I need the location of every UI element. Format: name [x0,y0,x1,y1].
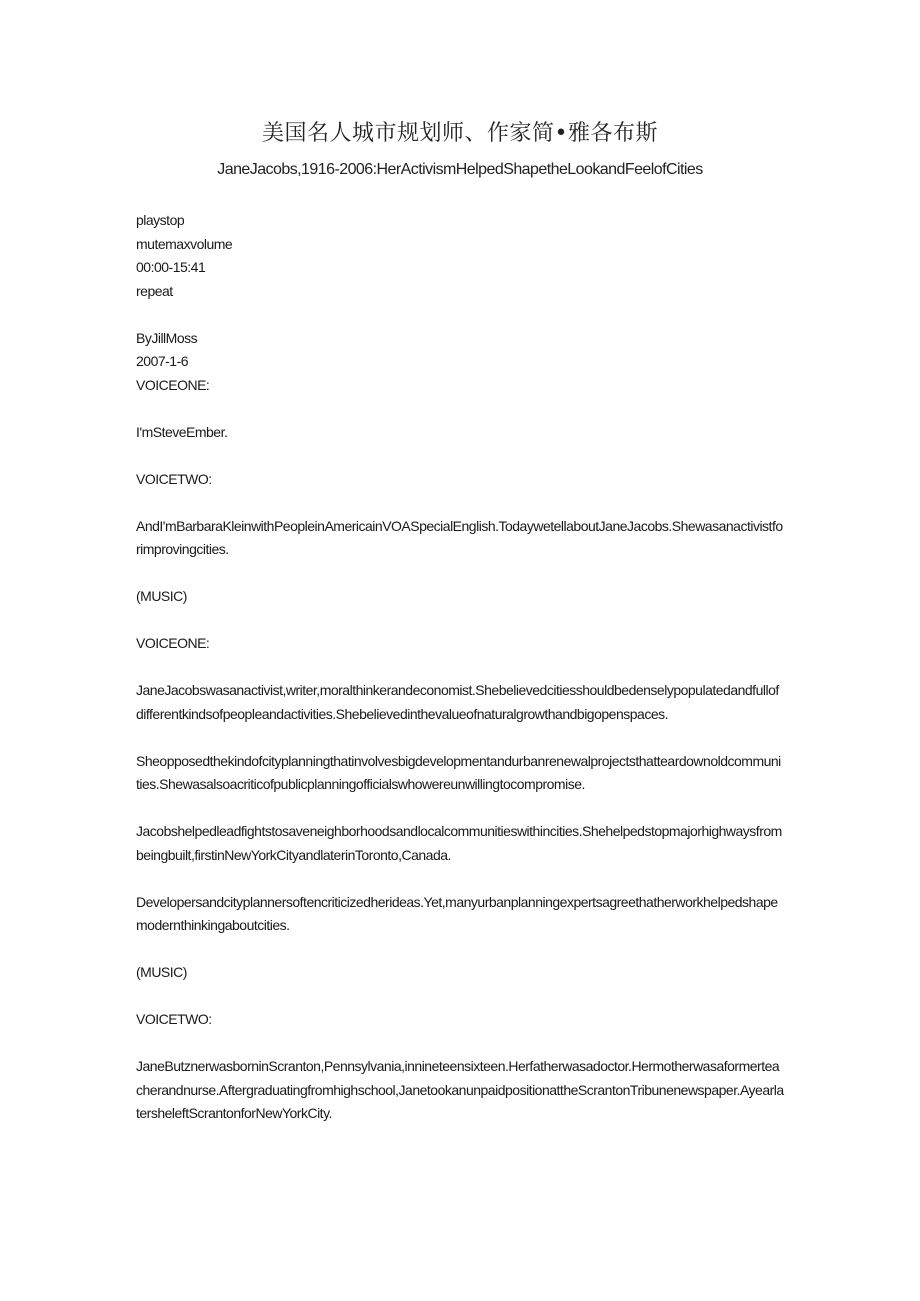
paragraph: Sheopposedthekindofcityplanningthatinvolvesbigdevelopmentandurbanrenewalprojectsthatteardownoldcommunities.Shewasalsoacriticofpublicplanningofficialswhowereunwillingtocompromise. [136,752,781,792]
paragraph: VOICEONE: [136,635,210,651]
document-subtitle: JaneJacobs,1916-2006:HerActivismHelpedShapetheLookandFeelofCities [217,161,703,178]
paragraph: (MUSIC) [136,964,187,980]
document-body [136,209,784,1126]
spacer [136,985,784,1009]
paragraph: JaneButznerwasborninScranton,Pennsylvania,innineteensixteen.Herfatherwasadoctor.Hermotherwasaformerteacherandnurse.Aftergraduatingfromhighschool,JanetookanunpaidpositionattheScrantonTribunenewspaper.AyearlatersheleftScrantonforNewYorkCity. [136,1058,784,1121]
spacer [136,491,784,515]
paragraph: JaneJacobswasanactivist,writer,moralthinkerandeconomist.Shebelievedcitiesshouldbedenselypopulatedandfullofdifferentkindsofpeopleandactivities.Shebelievedinthevalueofnaturalgrowthandbigopenspaces. [136,682,779,722]
paragraph: AndI'mBarbaraKleinwithPeopleinAmericainVOASpecialEnglish.TodaywetellaboutJaneJacobs.Shewasanactivistforimprovingcities. [136,517,783,557]
paragraph: Developersandcityplannersoftencriticizedherideas.Yet,manyurbanplanningexpertsagreethatherworkhelpedshapemodernthinkingaboutcities. [136,893,778,933]
date: 2007-1-6 [136,353,189,369]
spacer [136,938,784,962]
spacer [136,867,784,891]
spacer [136,444,784,468]
spacer [136,656,784,680]
paragraph: VOICEONE: [136,376,210,393]
paragraph: I'mSteveEmber. [136,423,228,440]
spacer [136,303,784,327]
byline: ByJillMoss [136,329,198,346]
spacer [136,797,784,821]
spacer [136,726,784,750]
player-mute-volume: mutemaxvolume [136,235,233,252]
paragraph: (MUSIC) [136,588,187,604]
paragraph: VOICETWO: [136,1011,212,1027]
player-repeat: repeat [136,282,173,299]
spacer [136,562,784,586]
spacer [136,1032,784,1056]
document-title: 美国名人城市规划师、作家简•雅各布斯 [262,121,658,146]
spacer [136,397,784,421]
paragraph: Jacobshelpedleadfightstosaveneighborhoodsandlocalcommunitieswithincities.Shehelpedstopmajorhighwaysfrombeingbuilt,firstinNewYorkCityandlaterinToronto,Canada. [136,823,782,863]
player-play-stop: playstop [136,212,185,228]
player-time: 00:00-15:41 [136,259,206,275]
spacer [136,609,784,633]
paragraph: VOICETWO: [136,470,212,487]
